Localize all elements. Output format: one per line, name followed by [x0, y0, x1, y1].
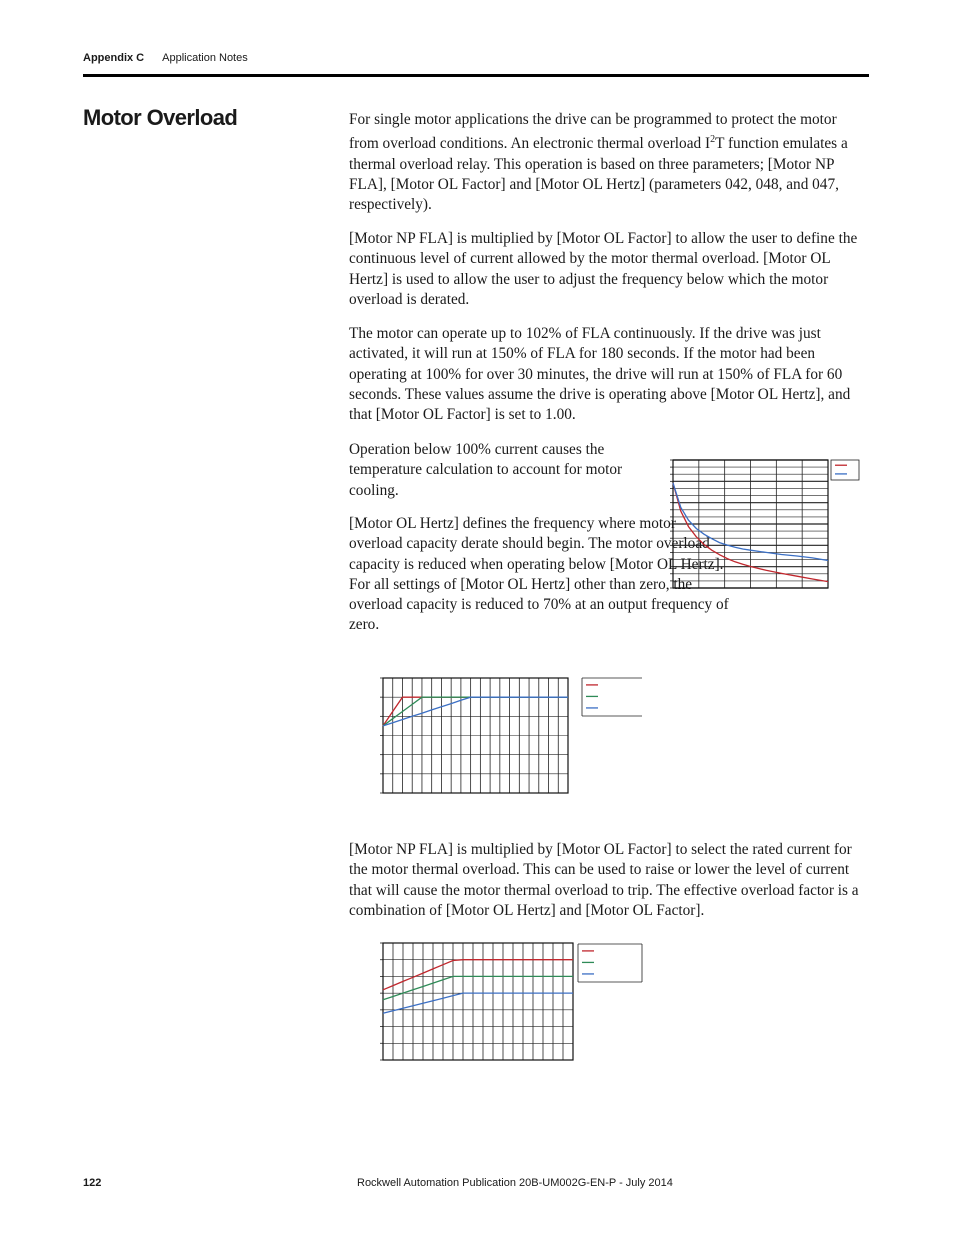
paragraph-2: [Motor NP FLA] is multiplied by [Motor OL Factor] to allow the user to define the continuous level of current allowed by the motor thermal overload. [Motor OL Hertz] is used to allow the user to adjust the frequency below which the motor overload is derated. — [349, 230, 858, 308]
running-header — [83, 52, 248, 64]
paragraph-1 — [349, 110, 869, 216]
paragraph-3: The motor can operate up to 102% of FLA continuously. If the drive was just activated, it will run at 150% of FLA for 180 seconds. If the motor had been operating at 100% for over 30 minutes, the drive will run at 150% of FLA for 60 seconds. These values assume the drive is operating above [Motor OL Hertz], and that [Motor OL Factor] is set to 1.00. — [349, 325, 851, 424]
header-rule — [83, 74, 869, 77]
chart-legend — [578, 944, 642, 982]
series-line-1 — [383, 697, 568, 726]
ol-hertz-derate-chart — [370, 670, 650, 805]
series-line-2 — [383, 697, 568, 726]
paragraph-1-superscript: 2 — [710, 134, 716, 146]
paragraph-1-text-a: For single motor applications the drive can be programmed to protect the motor from overload conditions. An electronic thermal overload I — [349, 111, 837, 153]
page-number: 122 — [83, 1177, 102, 1189]
paragraph-6: [Motor NP FLA] is multiplied by [Motor OL Factor] to select the rated current for the motor thermal overload. This can be used to raise or lower the level of current that will cause the motor thermal overload to trip. The effective overload factor is a combination of [Motor OL Hertz] and [Motor OL Factor]. — [349, 841, 859, 919]
paragraph-4: Operation below 100% current causes the temperature calculation to account for motor cooling. — [349, 441, 623, 499]
ol-factor-chart — [370, 935, 650, 1070]
section-label: Application Notes — [162, 52, 248, 64]
chart-grid — [383, 943, 573, 1060]
paragraph-1-text-b: T function emulates a thermal overload relay. This operation is based on three parameters; [Motor NP FLA], [Motor OL Factor] and [Motor OL Hertz] (parameters 042, 048, and 047, respectively). — [349, 135, 848, 214]
legend-box — [831, 460, 859, 480]
series-line-1 — [383, 960, 573, 990]
chart-grid — [383, 678, 568, 793]
overload-trip-curve-chart — [640, 450, 870, 600]
chart-legend — [582, 678, 642, 716]
plot-frame — [383, 943, 573, 1060]
chart-grid — [673, 460, 828, 588]
page-title: Motor Overload — [83, 105, 238, 130]
paragraph-5-text: [Motor OL Hertz] defines the frequency where motor overload capacity derate should begin. The motor overload capacity is reduced when operating below [Motor OL Hertz]. For all settings of [Motor OL Hertz] other than zero, the overload capacity is reduced to 70% at an output frequency of zero. — [349, 515, 729, 634]
series-line-3 — [383, 993, 573, 1013]
appendix-label: Appendix C — [83, 52, 145, 64]
publication-info: Rockwell Automation Publication 20B-UM002G-EN-P - July 2014 — [357, 1177, 673, 1189]
chart-legend — [831, 460, 859, 480]
series-line-2 — [383, 976, 573, 999]
series-line-3 — [383, 697, 568, 726]
